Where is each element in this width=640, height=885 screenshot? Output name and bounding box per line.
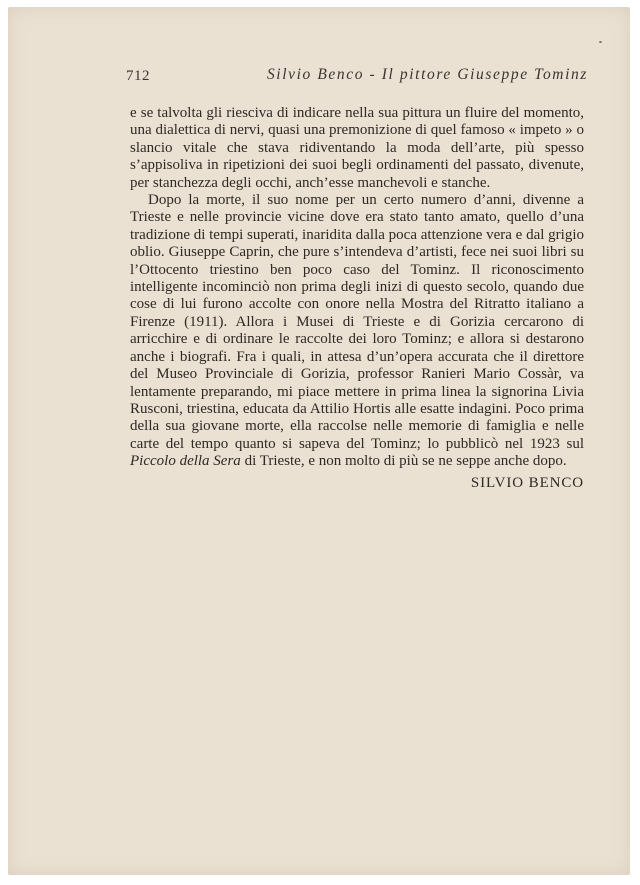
paragraph xyxy=(130,192,584,471)
article-body xyxy=(130,105,584,471)
paragraph: e se talvolta gli riesciva di indicare nella sua pittura un fluire del momento, una dialettica di nervi, quasi una premonizione di quel famoso « impeto » o slancio vitale che stava ridiventando la moda dell’arte, più spesso s’appisoliva in ripetizioni dei suoi begli ordinamenti del passato, divenute, per stanchezza degli occhi, anch’esse manchevoli e stanche. xyxy=(130,105,584,191)
paper-speck xyxy=(599,41,602,43)
author-signature: SILVIO BENCO xyxy=(470,475,584,491)
page-header xyxy=(126,66,588,88)
paragraph-text: di Trieste, e non molto di più se ne seppe anche dopo. xyxy=(244,453,567,470)
paragraph-text: Dopo la morte, il suo nome per un certo numero d’anni, divenne a Trieste e nelle provincie vicine dove era stato tanto amato, quello d’una tradizione di tempi superati, inaridita dalla poca attenzione vera e dal grigio oblio. Giuseppe Caprin, che pure s’intendeva d’artisti, fece nei suoi libri su l’Ottocento triestino ben poco caso del Tominz. Il riconoscimento intelligente incominciò non prima degli inizi di questo secolo, quando due cose di lui furono accolte con onore nella Mostra del Ritratto italiano a Firenze (1911). Allora i Musei di Trieste e di Gorizia cercarono di arricchire e di ordinare le raccolte dei loro Tominz; e allora si destarono anche i biografi. Fra i quali, in attesa d’un’opera accurata che il direttore del Museo Provinciale di Gorizia, professor Ranieri Mario Cossàr, va lentamente preparando, mi piace mettere in prima linea la signorina Livia Rusconi, triestina, educata da Attilio Hortis alle esatte indagini. Poco prima della sua giovane morte, ella raccolse nelle memorie di famiglia e nelle carte del tempo quanto si sapeva del Tominz; lo pubblicò nel 1923 sul xyxy=(130,192,584,452)
page-number: 712 xyxy=(126,68,150,84)
newspaper-title: Piccolo della Sera xyxy=(130,453,241,470)
running-head: Silvio Benco - Il pittore Giuseppe Tominz xyxy=(266,66,588,83)
